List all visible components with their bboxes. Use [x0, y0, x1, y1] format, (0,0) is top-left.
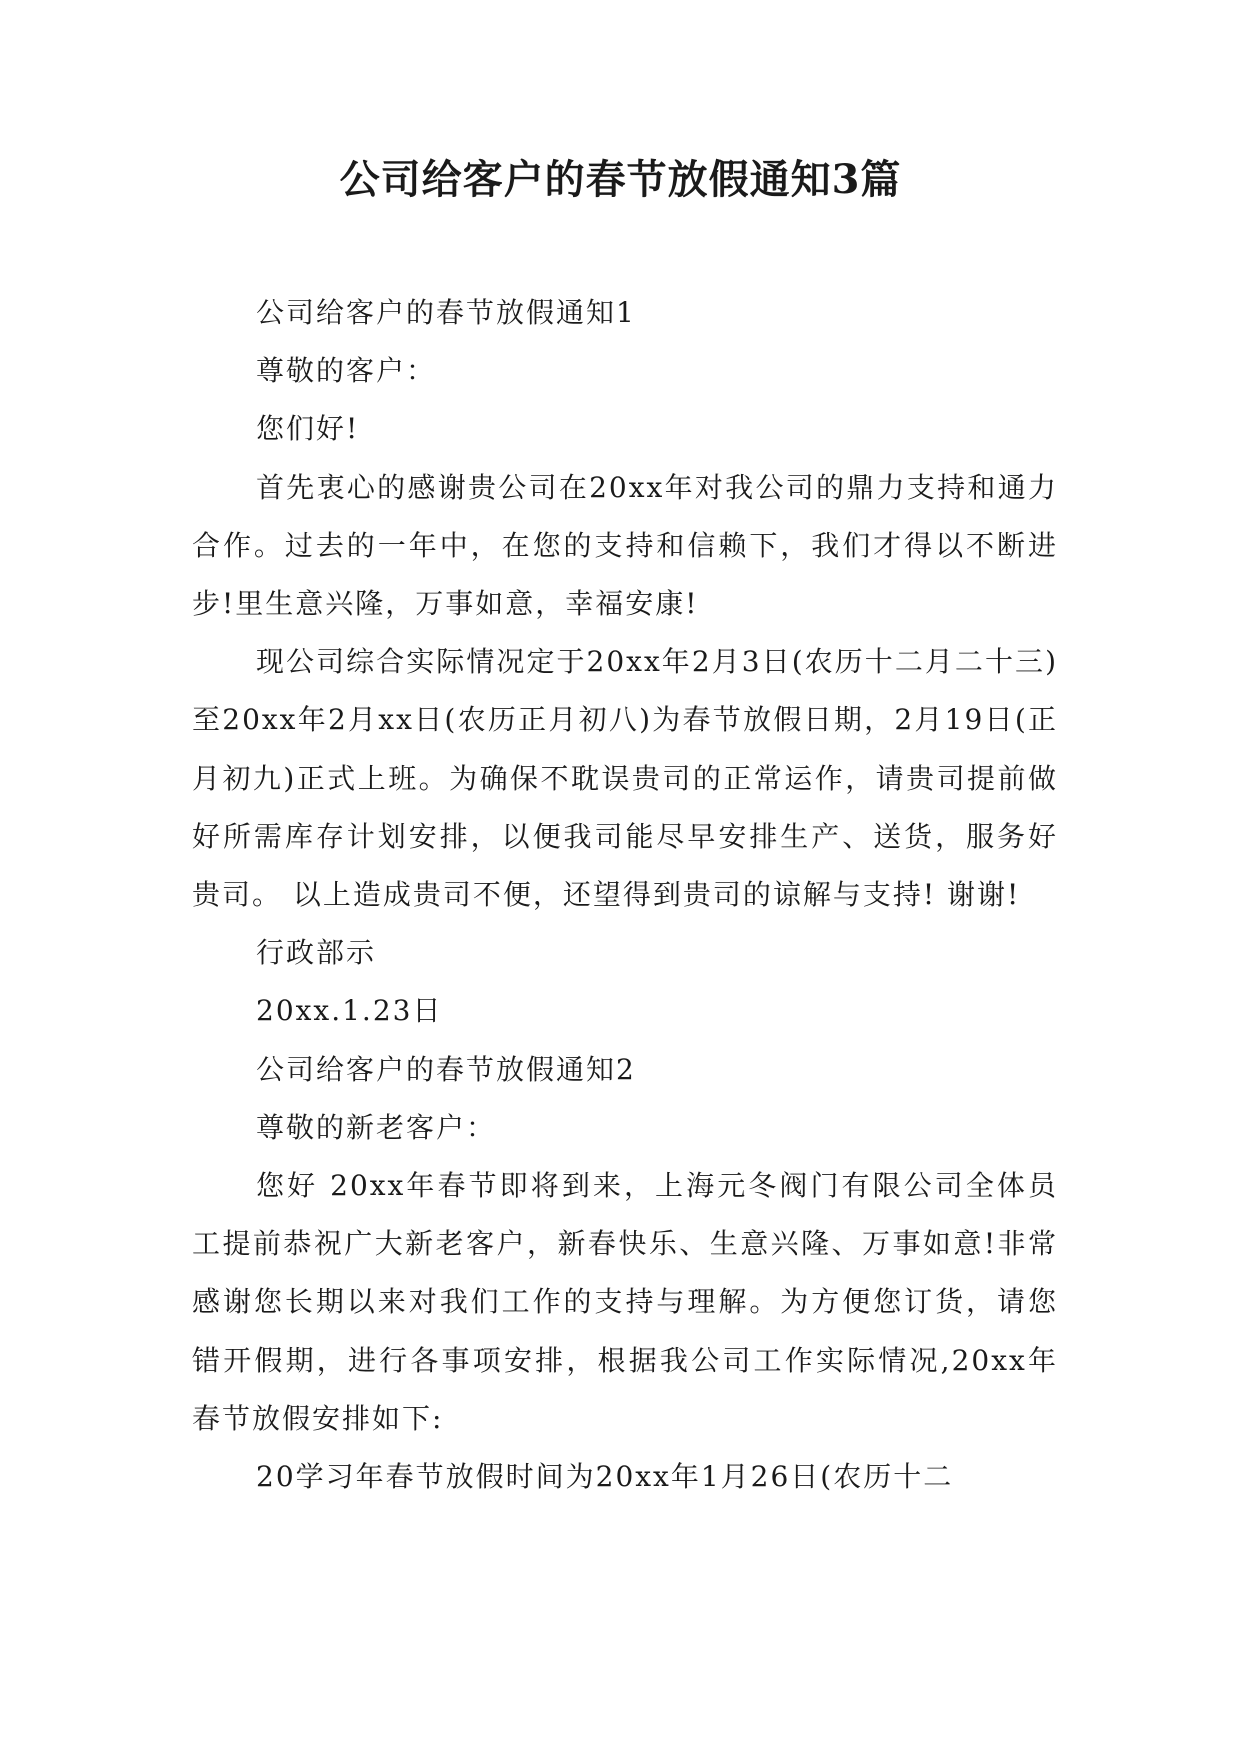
- paragraph-holiday-time: 20学习年春节放假时间为20xx年1月26日(农历十二: [256, 1460, 954, 1494]
- salutation: 尊敬的客户：: [256, 354, 437, 388]
- signature-date: 20xx.1.23日: [256, 994, 443, 1028]
- signature-department: 行政部示: [256, 936, 377, 970]
- section-heading-2: 公司给客户的春节放假通知2: [256, 1052, 636, 1086]
- paragraph-new-year-wishes: 您好 20xx年春节即将到来，上海元冬阀门有限公司全体员工提前恭祝广大新老客户，新春快乐、生意兴隆、万事如意!非常感谢您长期以来对我们工作的支持与理解。为方便您订货，请您错开假期，进行各事项安排，根据我公司工作实际情况,20xx年春节放假安排如下:: [192, 1169, 1058, 1435]
- section-heading-1: 公司给客户的春节放假通知1: [256, 296, 636, 329]
- document-title: 公司给客户的春节放假通知3篇: [339, 156, 902, 203]
- document-body: [192, 284, 1058, 1506]
- paragraph-thanks: 首先衷心的感谢贵公司在20xx年对我公司的鼎力支持和通力合作。过去的一年中，在您的支持和信赖下，我们才得以不断进步!里生意兴隆，万事如意，幸福安康!: [192, 470, 1058, 621]
- greeting: 您们好!: [256, 412, 360, 446]
- salutation-2: 尊敬的新老客户：: [256, 1110, 497, 1144]
- paragraph-holiday-schedule: 现公司综合实际情况定于20xx年2月3日(农历十二月二十三)至20xx年2月xx日(农历正月初八)为春节放假日期，2月19日(正月初九)正式上班。为确保不耽误贵司的正常运作，请贵司提前做好所需库存计划安排，以便我司能尽早安排生产、送货，服务好贵司。 以上造成贵司不便，还望得到贵司的谅解与支持! 谢谢!: [192, 645, 1058, 912]
